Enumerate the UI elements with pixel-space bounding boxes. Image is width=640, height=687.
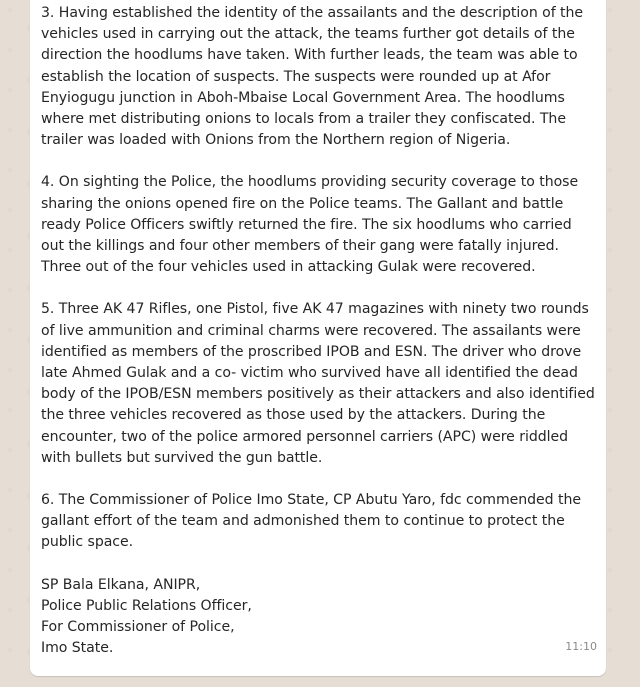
message-bubble[interactable] (30, 0, 606, 676)
signature-title: Police Public Relations Officer, (41, 597, 252, 614)
signature-name: SP Bala Elkana, ANIPR, (41, 576, 201, 593)
message-timestamp: 11:10 (565, 640, 597, 653)
signature-state: Imo State. (41, 640, 114, 657)
message-paragraph-4: 4. On sighting the Police, the hoodlums providing security coverage to those sharing the onions opened fire on the Police teams. The Gallant and battle ready Police Officers swiftly returned the fire. The six hoodlums who carried out the killings and four other members of their gang were fatally injured. Three out of the four vehicles used in attacking Gulak were recovered. (41, 174, 579, 276)
message-signature (41, 575, 598, 660)
signature-for: For Commissioner of Police, (41, 619, 235, 636)
message-paragraph-6: 6. The Commissioner of Police Imo State, CP Abutu Yaro, fdc commended the gallant effort of the team and admonished them to continue to protect the public space. (41, 492, 581, 551)
message-paragraph-3: 3. Having established the identity of the assailants and the description of the vehicles used in carrying out the attack, the teams further got details of the direction the hoodlums have taken. With further leads, the team was able to establish the location of suspects. The suspects were rounded up at Afor Enyiogugu junction in Aboh-Mbaise Local Government Area. The hoodlums where met distributing onions to locals from a trailer they confiscated. The trailer was loaded with Onions from the Northern region of Nigeria. (41, 5, 584, 149)
message-paragraph-5: 5. Three AK 47 Rifles, one Pistol, five AK 47 magazines with ninety two rounds of live ammunition and criminal charms were recovered. The assailants were identified as members of the proscribed IPOB and ESN. The driver who drove late Ahmed Gulak and a co- victim who survived have all identified the dead body of the IPOB/ESN members positively as their attackers and also identified the three vehicles recovered as those used by the attackers. During the encounter, two of the police armored personnel carriers (APC) were riddled with bullets but survived the gun battle. (41, 301, 595, 466)
